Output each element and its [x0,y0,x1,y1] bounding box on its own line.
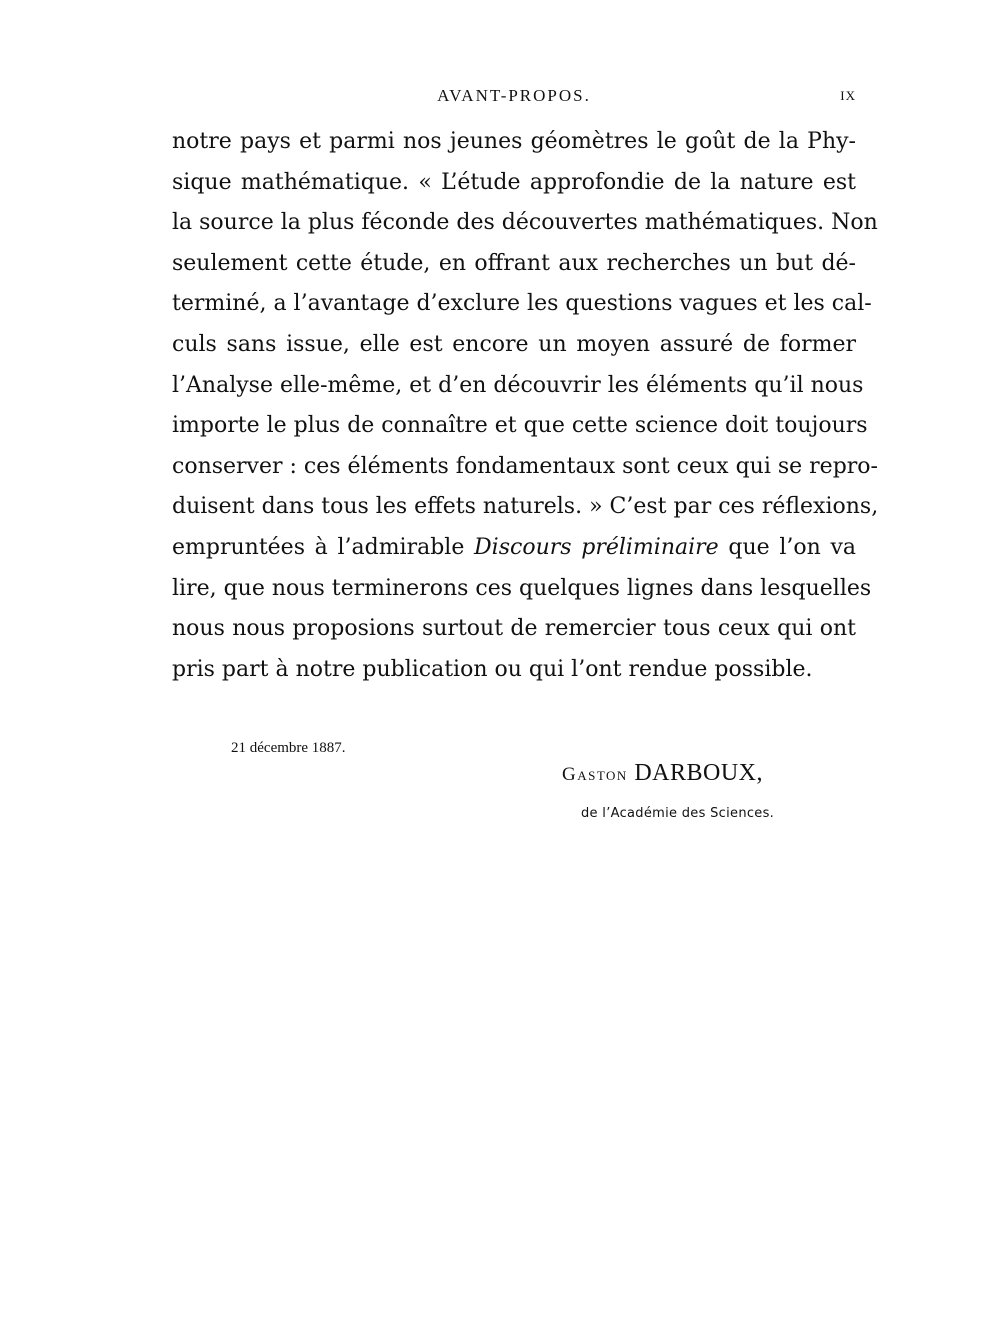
body-paragraph [172,122,879,690]
page-number: IX [840,88,856,103]
author-first-name: Gaston [562,764,628,785]
date-line: 21 décembre 1887. [231,740,346,756]
running-title: AVANT-PROPOS. [437,86,591,105]
page-header [172,86,856,110]
text-line: duisent dans tous les effets naturels. » C’est par ces réflexions, [172,494,879,520]
text-line: l’Analyse elle-même, et d’en découvrir les éléments qu’il nous [172,372,864,398]
text-line: notre pays et parmi nos jeunes géomètres le goût de la Phy- [172,129,856,154]
text-segment: que l’on va [728,534,856,560]
text-line: seulement cette étude, en offrant aux recherches un but dé- [172,250,856,276]
text-line: importe le plus de connaître et que cette science doit toujours [172,413,868,439]
author-last-name: DARBOUX, [634,760,764,786]
text-line: conserver : ces éléments fondamentaux sont ceux qui se repro- [172,453,878,479]
text-line: nous nous proposions surtout de remercier tous ceux qui ont [172,616,856,642]
author-affiliation: de l’Académie des Sciences. [581,806,775,821]
text-line [172,528,856,569]
text-line: pris part à notre publication ou qui l’ont rendue possible. [172,656,813,682]
author-signature [562,760,763,787]
text-line: lire, que nous terminerons ces quelques lignes dans lesquelles [172,575,872,601]
text-segment: empruntées à l’admirable [172,534,465,560]
text-line: sique mathématique. « L’étude approfondie de la nature est [172,169,856,195]
text-line: la source la plus féconde des découvertes mathématiques. Non [172,210,878,236]
text-line: terminé, a l’avantage d’exclure les questions vagues et les cal- [172,291,872,317]
text-line: culs sans issue, elle est encore un moyen assuré de former [172,331,856,357]
book-title-italic: Discours préliminaire [474,534,719,560]
